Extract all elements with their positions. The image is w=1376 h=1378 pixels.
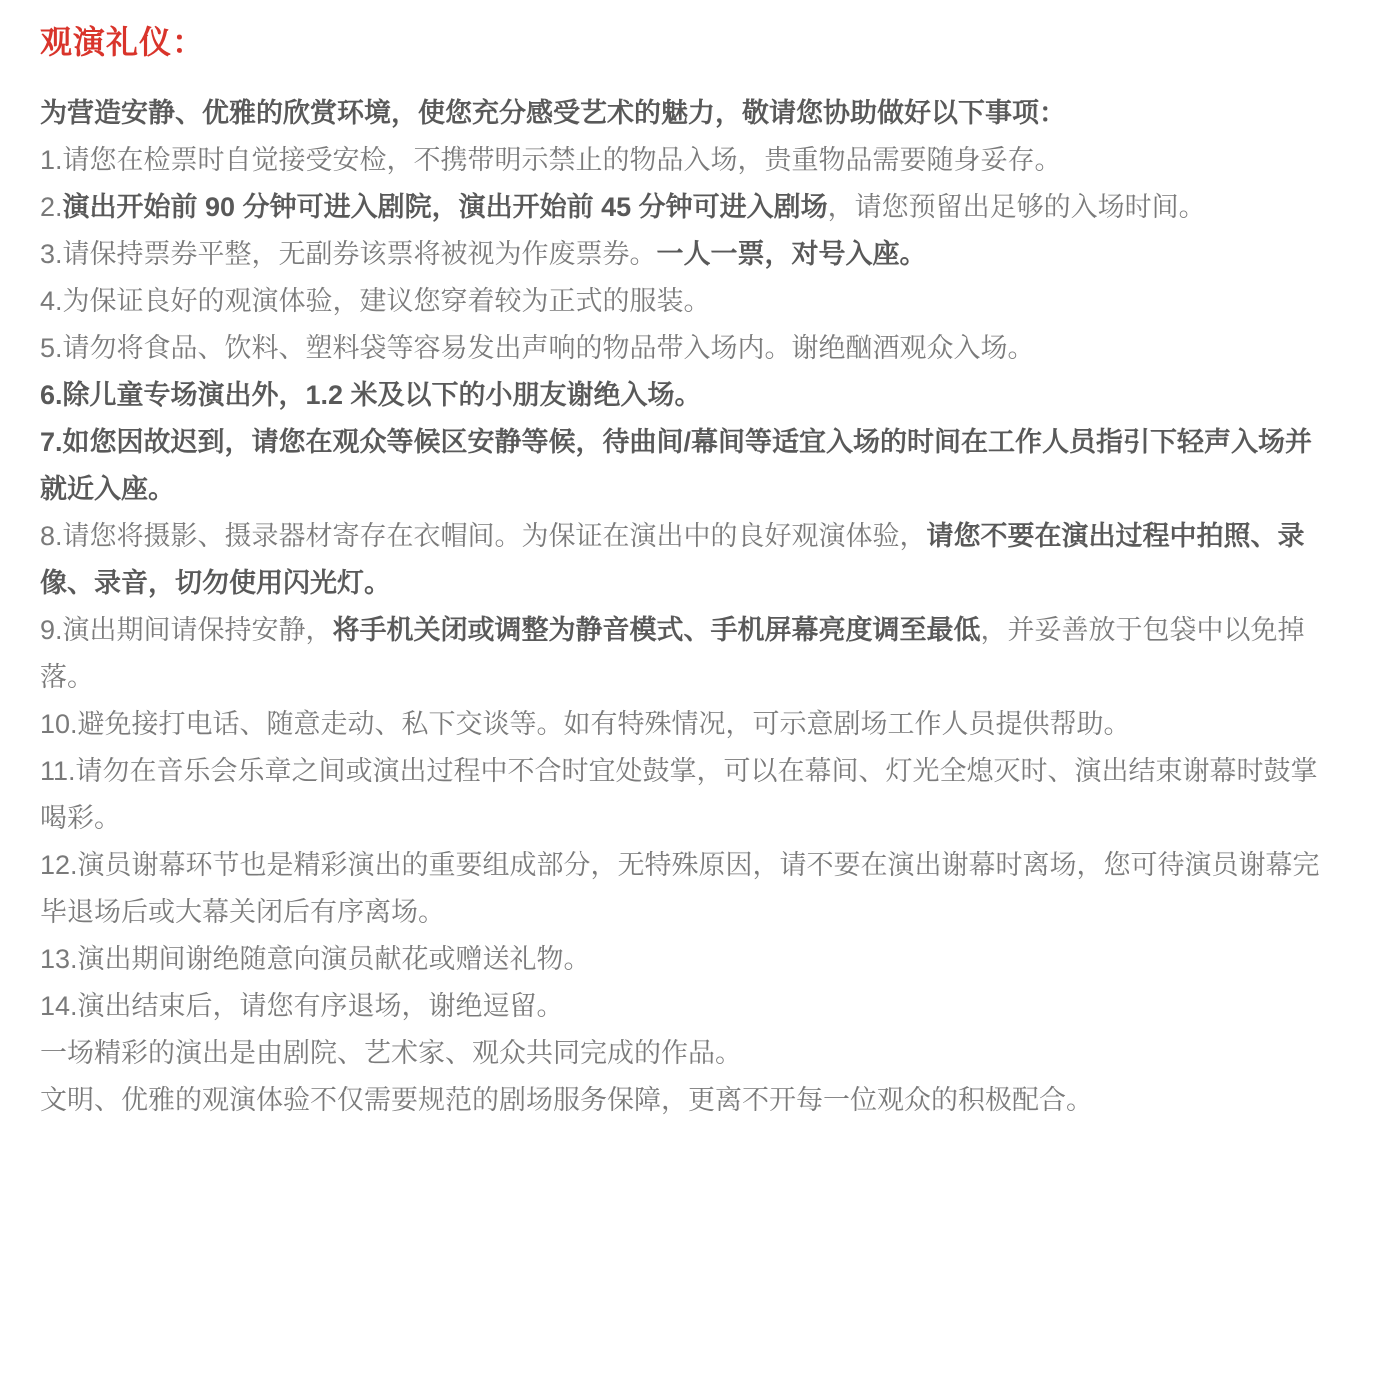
item-2-text: ，请您预留出足够的入场时间。: [827, 192, 1206, 222]
intro-paragraph: [40, 90, 1336, 137]
closing-line-1-text: 一场精彩的演出是由剧院、艺术家、观众共同完成的作品。: [40, 1038, 742, 1068]
item-12-text: 12.演员谢幕环节也是精彩演出的重要组成部分，无特殊原因，请不要在演出谢幕时离场，您可待演员谢幕完毕退场后或大幕关闭后有序离场。: [40, 850, 1320, 927]
item-13-text: 13.演出期间谢绝随意向演员献花或赠送礼物。: [40, 944, 591, 974]
item-8-text: 8.请您将摄影、摄录器材寄存在衣帽间。为保证在演出中的良好观演体验，: [40, 521, 927, 551]
etiquette-item-1: [40, 137, 1336, 184]
item-9-text: 9.演出期间请保持安静，: [40, 615, 333, 645]
etiquette-item-13: [40, 936, 1336, 983]
etiquette-item-2: [40, 184, 1336, 231]
etiquette-item-14: [40, 983, 1336, 1030]
item-9-bold-text: 将手机关闭或调整为静音模式、手机屏幕亮度调至最低: [332, 615, 981, 645]
etiquette-item-8: [40, 513, 1336, 607]
item-6-bold-text: 6.除儿童专场演出外，1.2 米及以下的小朋友谢绝入场。: [40, 380, 702, 410]
item-4-text: 4.为保证良好的观演体验，建议您穿着较为正式的服装。: [40, 286, 711, 316]
item-3-bold-text: 一人一票，对号入座。: [656, 239, 927, 269]
closing-line-2: [40, 1077, 1336, 1124]
item-2-bold-text: 演出开始前 90 分钟可进入剧院，演出开始前 45 分钟可进入剧场: [62, 192, 828, 222]
item-1-text: 1.请您在检票时自觉接受安检，不携带明示禁止的物品入场，贵重物品需要随身妥存。: [40, 145, 1062, 175]
item-14-text: 14.演出结束后，请您有序退场，谢绝逗留。: [40, 991, 564, 1021]
etiquette-item-3: [40, 231, 1336, 278]
etiquette-item-7: [40, 419, 1336, 513]
item-10-text: 10.避免接打电话、随意走动、私下交谈等。如有特殊情况，可示意剧场工作人员提供帮助。: [40, 709, 1131, 739]
etiquette-item-10: [40, 701, 1336, 748]
item-9-text-end: ，并妥善放于包袋中以免掉落。: [40, 615, 1305, 692]
item-8-bold-text: 请您不要在演出过程中拍照、录像、录音，切勿使用闪光灯。: [40, 521, 1305, 598]
closing-line-1: [40, 1030, 1336, 1077]
section-title: 观演礼仪：: [40, 24, 206, 60]
etiquette-item-9: [40, 607, 1336, 701]
intro-text: 为营造安静、优雅的欣赏环境，使您充分感受艺术的魅力，敬请您协助做好以下事项：: [40, 98, 1066, 128]
item-5-text: 5.请勿将食品、饮料、塑料袋等容易发出声响的物品带入场内。谢绝酗酒观众入场。: [40, 333, 1035, 363]
etiquette-item-12: [40, 842, 1336, 936]
closing-line-2-text: 文明、优雅的观演体验不仅需要规范的剧场服务保障，更离不开每一位观众的积极配合。: [40, 1085, 1093, 1115]
item-7-bold-text: 7.如您因故迟到，请您在观众等候区安静等候，待曲间/幕间等适宜入场的时间在工作人员指引下轻声入场并就近入座。: [40, 427, 1313, 504]
item-11-text: 11.请勿在音乐会乐章之间或演出过程中不合时宜处鼓掌，可以在幕间、灯光全熄灭时、演出结束谢幕时鼓掌喝彩。: [40, 756, 1318, 833]
etiquette-item-6: [40, 372, 1336, 419]
item-3-text: 3.请保持票券平整，无副券该票将被视为作废票券。: [40, 239, 657, 269]
etiquette-item-4: [40, 278, 1336, 325]
etiquette-item-11: [40, 748, 1336, 842]
etiquette-item-5: [40, 325, 1336, 372]
item-2-number: 2.: [40, 192, 63, 222]
